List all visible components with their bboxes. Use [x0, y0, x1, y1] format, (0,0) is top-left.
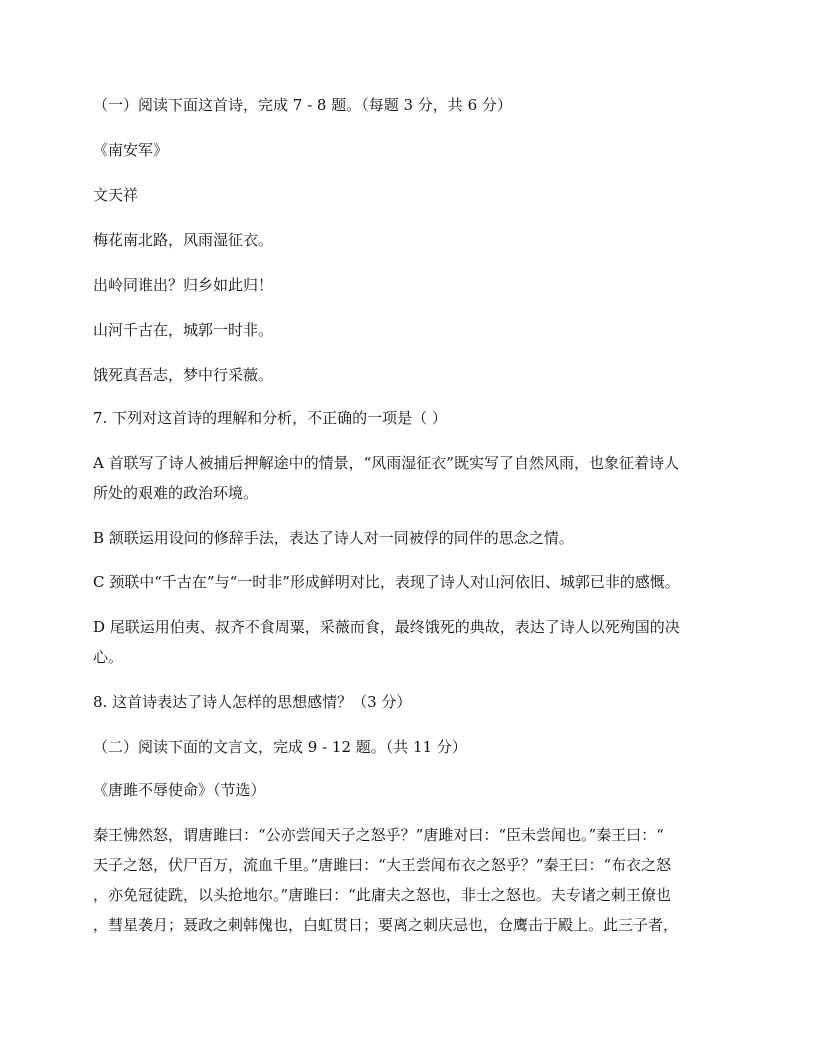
question-8-stem: 8. 这首诗表达了诗人怎样的思想感情？（3 分） [93, 693, 412, 711]
option-d-line-1: D 尾联运用伯夷、叔齐不食周粟，采薇而食，最终饿死的典故，表达了诗人以死殉国的决 [93, 618, 680, 636]
passage-line-2: 天子之怒，伏尸百万，流血千里。”唐雎曰：“大王尝闻布衣之怒乎？”秦王曰：“布衣之怒 [93, 856, 672, 874]
option-d-line-2: 心。 [93, 648, 124, 666]
passage-line-4: ，彗星袭月；聂政之刺韩傀也，白虹贯日；要离之刺庆忌也，仓鹰击于殿上。此三子者， [93, 916, 679, 934]
question-7-option-d [93, 612, 723, 672]
question-7-option-b: B 颔联运用设问的修辞手法，表达了诗人对一同被俘的同伴的思念之情。 [93, 529, 574, 547]
classical-text-title: 《唐雎不辱使命》（节选） [93, 781, 266, 799]
section-1-heading: （一）阅读下面这首诗，完成 7 - 8 题。（每题 3 分，共 6 分） [93, 96, 512, 114]
option-a-line-1: A 首联写了诗人被捕后押解途中的情景，“风雨湿征衣”既实写了自然风雨，也象征着诗人 [93, 454, 679, 472]
poem-line-1: 梅花南北路，风雨湿征衣。 [93, 231, 274, 249]
option-a-line-2: 所处的艰难的政治环境。 [93, 484, 259, 502]
poem-author: 文天祥 [93, 186, 139, 204]
question-7-stem: 7. 下列对这首诗的理解和分析，不正确的一项是（ ） [93, 409, 447, 427]
passage-line-1: 秦王怫然怒，谓唐雎曰：“公亦尝闻天子之怒乎？”唐雎对曰：“臣未尝闻也。”秦王曰：“ [93, 826, 664, 844]
poem-line-3: 山河千古在，城郭一时非。 [93, 321, 274, 339]
question-7-option-a [93, 448, 723, 508]
poem-line-4: 饿死真吾志，梦中行采薇。 [93, 366, 274, 384]
passage-line-3: ，亦免冠徒跣，以头抢地尔。”唐雎曰：“此庸夫之怒也，非士之怒也。夫专诸之刺王僚也 [93, 886, 671, 904]
section-2-heading: （二）阅读下面的文言文，完成 9 - 12 题。（共 11 分） [93, 738, 467, 756]
question-7-option-c: C 颈联中“千古在”与“一时非”形成鲜明对比，表现了诗人对山河依旧、城郭已非的感慨。 [93, 573, 680, 591]
poem-line-2: 出岭同谁出？归乡如此归！ [93, 276, 274, 294]
classical-passage [93, 820, 723, 940]
poem-title: 《南安军》 [93, 141, 169, 159]
